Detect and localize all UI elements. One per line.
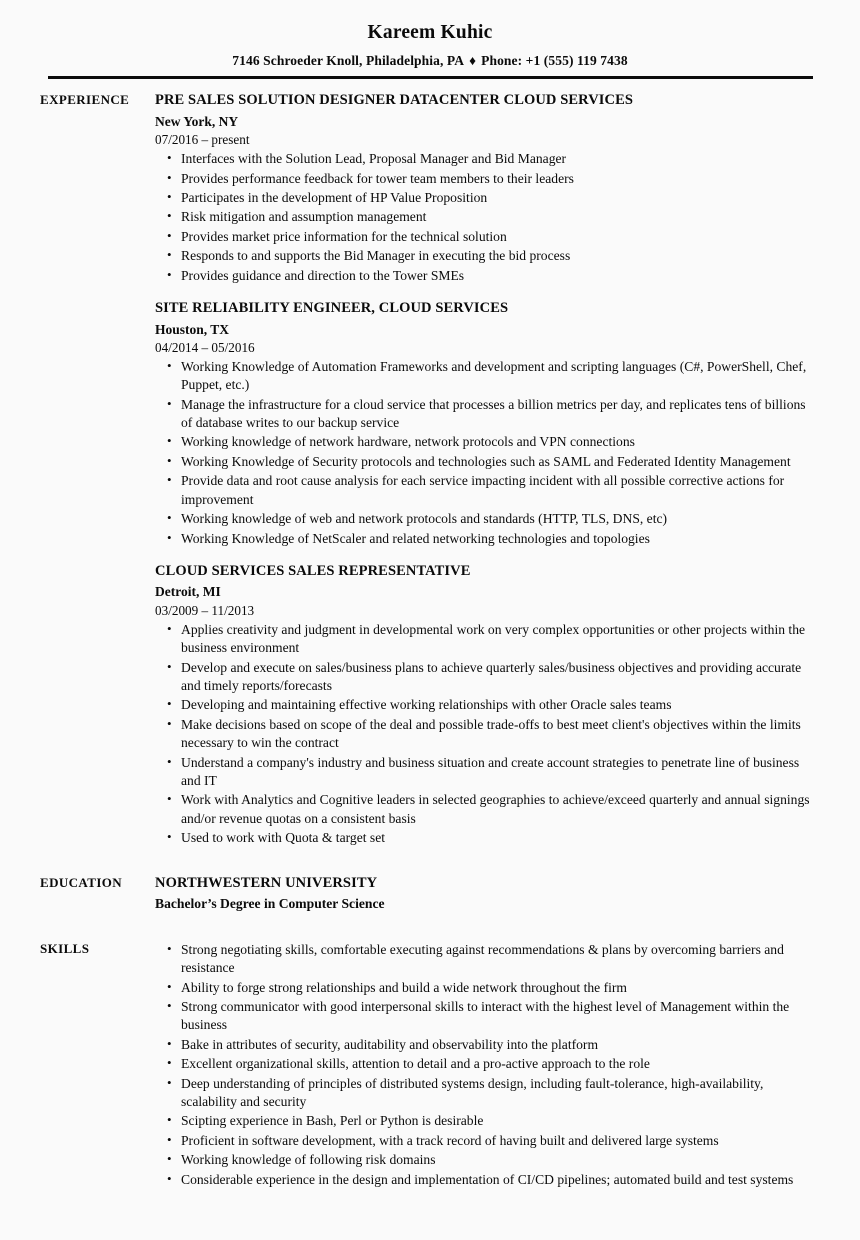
list-item: • Manage the infrastructure for a cloud service that processes a billion metrics per day, and replicates tens of billions of database writes to our backup service xyxy=(155,396,820,433)
list-item: • Developing and maintaining effective working relationships with other Oracle sales teams xyxy=(155,696,820,714)
education-school: NORTHWESTERN UNIVERSITY xyxy=(155,874,378,891)
skills-list xyxy=(155,940,820,1189)
job-bullets xyxy=(155,150,820,285)
education-entries xyxy=(155,874,820,914)
job-bullets xyxy=(155,621,820,848)
section-experience xyxy=(40,91,820,847)
list-item: • Develop and execute on sales/business plans to achieve quarterly sales/business objectives and providing accurate and timely reports/forecasts xyxy=(155,659,820,696)
job-entry xyxy=(155,91,820,285)
resume-header xyxy=(0,0,860,79)
list-item: • Proficient in software development, with a track record of having built and delivered large systems xyxy=(155,1132,820,1150)
experience-entries xyxy=(155,91,820,847)
list-item: • Bake in attributes of security, auditability and observability into the platform xyxy=(155,1036,820,1054)
list-item: • Make decisions based on scope of the deal and possible trade-offs to best meet client's objectives within the limits necessary to win the contract xyxy=(155,716,820,753)
list-item: • Working knowledge of network hardware, network protocols and VPN connections xyxy=(155,433,820,451)
list-item: • Working Knowledge of NetScaler and related networking technologies and topologies xyxy=(155,530,820,548)
list-item: • Scipting experience in Bash, Perl or Python is desirable xyxy=(155,1112,820,1130)
list-item: • Provides market price information for the technical solution xyxy=(155,228,820,246)
list-item: • Considerable experience in the design and implementation of CI/CD pipelines; automated build and test systems xyxy=(155,1171,820,1189)
list-item: • Risk mitigation and assumption management xyxy=(155,208,820,226)
list-item: • Participates in the development of HP Value Proposition xyxy=(155,189,820,207)
job-title: PRE SALES SOLUTION DESIGNER DATACENTER CLOUD SERVICES xyxy=(155,92,634,109)
job-title: SITE RELIABILITY ENGINEER, CLOUD SERVICES xyxy=(155,300,509,317)
job-location: Houston, TX xyxy=(155,321,230,337)
list-item: • Working knowledge of web and network protocols and standards (HTTP, TLS, DNS, etc) xyxy=(155,510,820,528)
list-item: • Provides guidance and direction to the Tower SMEs xyxy=(155,267,820,285)
skill-bullets xyxy=(155,941,820,1189)
education-degree: Bachelor’s Degree in Computer Science xyxy=(155,896,385,912)
candidate-name: Kareem Kuhic xyxy=(367,22,493,43)
job-dates: 03/2009 – 11/2013 xyxy=(155,602,255,618)
header-divider xyxy=(48,76,813,79)
education-entry xyxy=(155,874,820,914)
list-item: • Strong negotiating skills, comfortable executing against recommendations & plans by overcoming barriers and resistance xyxy=(155,941,820,978)
resume-body xyxy=(0,91,860,1189)
job-dates: 07/2016 – present xyxy=(155,132,250,148)
section-education xyxy=(40,874,820,914)
section-label-skills: SKILLS xyxy=(40,940,90,956)
list-item: • Interfaces with the Solution Lead, Proposal Manager and Bid Manager xyxy=(155,150,820,168)
list-item: • Strong communicator with good interpersonal skills to interact with the highest level of Management within the business xyxy=(155,998,820,1035)
job-bullets xyxy=(155,358,820,548)
job-entry xyxy=(155,299,820,548)
list-item: • Work with Analytics and Cognitive leaders in selected geographies to achieve/exceed quarterly and annual signings and/or revenue quotas on a consistent basis xyxy=(155,791,820,828)
list-item: • Used to work with Quota & target set xyxy=(155,829,820,847)
list-item: • Working knowledge of following risk domains xyxy=(155,1151,820,1169)
contact-phone: Phone: +1 (555) 119 7438 xyxy=(481,53,628,69)
contact-line xyxy=(0,53,860,69)
list-item: • Provides performance feedback for tower team members to their leaders xyxy=(155,170,820,188)
contact-address: 7146 Schroeder Knoll, Philadelphia, PA xyxy=(232,53,465,69)
job-entry xyxy=(155,562,820,848)
section-label-experience: EXPERIENCE xyxy=(40,92,130,108)
job-title: CLOUD SERVICES SALES REPRESENTATIVE xyxy=(155,562,471,579)
list-item: • Provide data and root cause analysis for each service impacting incident with all possible corrective actions for improvement xyxy=(155,472,820,509)
list-item: • Working Knowledge of Security protocols and technologies such as SAML and Federated Identity Management xyxy=(155,453,820,471)
job-location: Detroit, MI xyxy=(155,584,221,600)
job-location: New York, NY xyxy=(155,113,239,129)
job-dates: 04/2014 – 05/2016 xyxy=(155,339,255,355)
section-label-education: EDUCATION xyxy=(40,874,123,890)
section-skills xyxy=(40,940,820,1189)
diamond-separator-icon: ♦ xyxy=(469,53,477,69)
list-item: • Working Knowledge of Automation Frameworks and development and scripting languages (C#, PowerShell, Chef, Puppet, etc.) xyxy=(155,358,820,395)
list-item: • Understand a company's industry and business situation and create account strategies to penetrate line of business and IT xyxy=(155,754,820,791)
list-item: • Ability to forge strong relationships and build a wide network throughout the firm xyxy=(155,979,820,997)
list-item: • Responds to and supports the Bid Manager in executing the bid process xyxy=(155,247,820,265)
list-item: • Applies creativity and judgment in developmental work on very complex opportunities or other projects within the business environment xyxy=(155,621,820,658)
list-item: • Deep understanding of principles of distributed systems design, including fault-tolerance, high-availability, scalability and security xyxy=(155,1075,820,1112)
list-item: • Excellent organizational skills, attention to detail and a pro-active approach to the role xyxy=(155,1055,820,1073)
